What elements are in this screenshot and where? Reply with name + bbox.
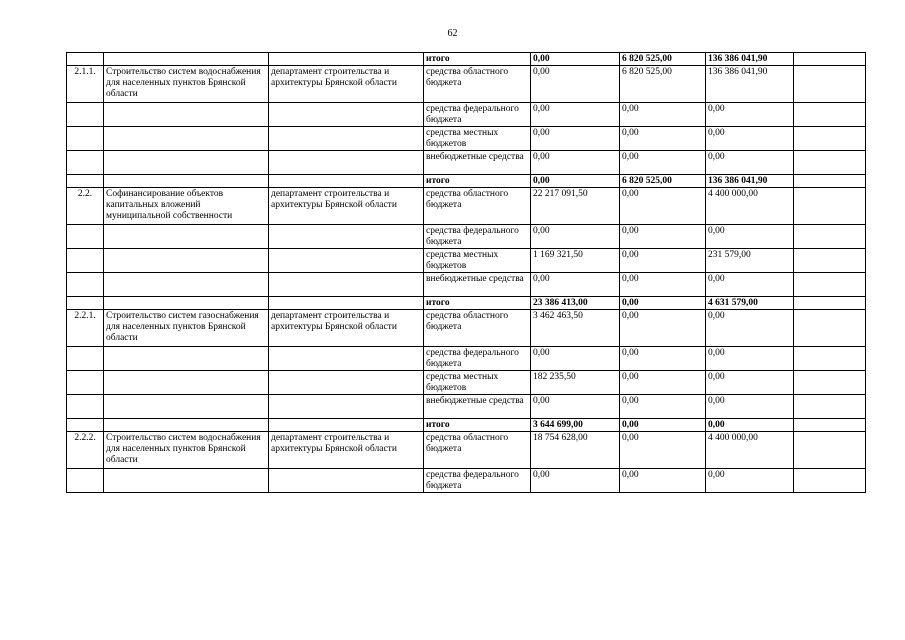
table-row — [67, 273, 866, 297]
amount-3-cell: 136 386 041,90 — [706, 66, 794, 103]
amount-3-cell: 0,00 — [706, 151, 794, 175]
total-row — [67, 53, 866, 66]
amount-1-cell: 18 754 628,00 — [531, 432, 620, 469]
row-number-cell — [67, 371, 104, 395]
funding-source-cell: итого — [424, 175, 531, 188]
amount-4-cell — [794, 151, 866, 175]
program-name-cell — [104, 371, 269, 395]
amount-1-cell: 182 235,50 — [531, 371, 620, 395]
row-number-cell — [67, 273, 104, 297]
department-cell: департамент строительства и архитектуры Брянской области — [269, 310, 424, 347]
table-row — [67, 151, 866, 175]
amount-2-cell: 0,00 — [620, 419, 706, 432]
funding-source-cell: итого — [424, 419, 531, 432]
department-cell — [269, 103, 424, 127]
amount-2-cell: 0,00 — [620, 310, 706, 347]
amount-4-cell — [794, 175, 866, 188]
department-cell — [269, 175, 424, 188]
amount-3-cell: 0,00 — [706, 273, 794, 297]
amount-4-cell — [794, 66, 866, 103]
amount-4-cell — [794, 127, 866, 151]
funding-source-cell: внебюджетные средства — [424, 273, 531, 297]
amount-1-cell: 0,00 — [531, 66, 620, 103]
amount-4-cell — [794, 297, 866, 310]
amount-4-cell — [794, 225, 866, 249]
program-name-cell — [104, 103, 269, 127]
amount-1-cell: 0,00 — [531, 127, 620, 151]
amount-3-cell: 4 400 000,00 — [706, 432, 794, 469]
program-name-cell: Строительство систем водоснабжения для населенных пунктов Брянской области — [104, 432, 269, 469]
row-number-cell — [67, 347, 104, 371]
program-name-cell — [104, 469, 269, 493]
amount-2-cell: 0,00 — [620, 249, 706, 273]
funding-source-cell: средства областного бюджета — [424, 310, 531, 347]
amount-2-cell: 0,00 — [620, 225, 706, 249]
funding-source-cell: внебюджетные средства — [424, 151, 531, 175]
amount-3-cell: 136 386 041,90 — [706, 175, 794, 188]
amount-3-cell: 4 631 579,00 — [706, 297, 794, 310]
table-row — [67, 310, 866, 347]
program-name-cell — [104, 419, 269, 432]
amount-1-cell: 22 217 091,50 — [531, 188, 620, 225]
amount-3-cell: 0,00 — [706, 419, 794, 432]
program-name-cell — [104, 297, 269, 310]
table-row — [67, 469, 866, 493]
amount-1-cell: 0,00 — [531, 53, 620, 66]
program-name-cell — [104, 175, 269, 188]
funding-source-cell: средства областного бюджета — [424, 188, 531, 225]
total-row — [67, 175, 866, 188]
row-number-cell — [67, 127, 104, 151]
funding-source-cell: средства областного бюджета — [424, 66, 531, 103]
department-cell — [269, 371, 424, 395]
table-row — [67, 188, 866, 225]
amount-4-cell — [794, 273, 866, 297]
amount-1-cell: 3 644 699,00 — [531, 419, 620, 432]
amount-1-cell: 0,00 — [531, 151, 620, 175]
department-cell — [269, 395, 424, 419]
row-number-cell — [67, 103, 104, 127]
amount-2-cell: 0,00 — [620, 432, 706, 469]
department-cell: департамент строительства и архитектуры Брянской области — [269, 188, 424, 225]
program-name-cell — [104, 273, 269, 297]
amount-3-cell: 0,00 — [706, 371, 794, 395]
row-number-cell — [67, 469, 104, 493]
total-row — [67, 419, 866, 432]
table-row — [67, 371, 866, 395]
department-cell — [269, 225, 424, 249]
funding-source-cell: средства местных бюджетов — [424, 249, 531, 273]
row-number-cell — [67, 175, 104, 188]
program-name-cell: Строительство систем водоснабжения для населенных пунктов Брянской области — [104, 66, 269, 103]
funding-source-cell: средства федерального бюджета — [424, 469, 531, 493]
amount-3-cell: 231 579,00 — [706, 249, 794, 273]
row-number-cell — [67, 419, 104, 432]
amount-4-cell — [794, 371, 866, 395]
amount-4-cell — [794, 469, 866, 493]
row-number-cell — [67, 297, 104, 310]
amount-4-cell — [794, 432, 866, 469]
amount-2-cell: 0,00 — [620, 469, 706, 493]
department-cell — [269, 273, 424, 297]
amount-1-cell: 0,00 — [531, 273, 620, 297]
amount-1-cell: 0,00 — [531, 347, 620, 371]
table-row — [67, 432, 866, 469]
amount-2-cell: 0,00 — [620, 151, 706, 175]
program-name-cell — [104, 53, 269, 66]
department-cell — [269, 297, 424, 310]
amount-3-cell: 0,00 — [706, 469, 794, 493]
amount-4-cell — [794, 310, 866, 347]
funding-source-cell: средства местных бюджетов — [424, 371, 531, 395]
amount-2-cell: 0,00 — [620, 395, 706, 419]
amount-4-cell — [794, 53, 866, 66]
amount-3-cell: 0,00 — [706, 127, 794, 151]
amount-4-cell — [794, 347, 866, 371]
program-name-cell — [104, 395, 269, 419]
program-name-cell — [104, 151, 269, 175]
amount-3-cell: 136 386 041,90 — [706, 53, 794, 66]
total-row — [67, 297, 866, 310]
amount-1-cell: 0,00 — [531, 469, 620, 493]
amount-2-cell: 0,00 — [620, 347, 706, 371]
amount-4-cell — [794, 188, 866, 225]
funding-source-cell: средства федерального бюджета — [424, 347, 531, 371]
program-name-cell — [104, 127, 269, 151]
funding-source-cell: средства федерального бюджета — [424, 225, 531, 249]
department-cell — [269, 469, 424, 493]
program-name-cell — [104, 225, 269, 249]
program-name-cell: Софинансирование объектов капитальных вложений муниципальной собственности — [104, 188, 269, 225]
amount-1-cell: 0,00 — [531, 175, 620, 188]
amount-4-cell — [794, 249, 866, 273]
amount-3-cell: 0,00 — [706, 310, 794, 347]
department-cell — [269, 249, 424, 273]
department-cell — [269, 151, 424, 175]
department-cell: департамент строительства и архитектуры Брянской области — [269, 432, 424, 469]
department-cell — [269, 347, 424, 371]
funding-source-cell: итого — [424, 53, 531, 66]
row-number-cell — [67, 151, 104, 175]
table-row — [67, 66, 866, 103]
department-cell: департамент строительства и архитектуры Брянской области — [269, 66, 424, 103]
program-name-cell — [104, 249, 269, 273]
amount-3-cell: 4 400 000,00 — [706, 188, 794, 225]
table-row — [67, 347, 866, 371]
table-row — [67, 395, 866, 419]
budget-table — [66, 52, 866, 493]
amount-2-cell: 6 820 525,00 — [620, 53, 706, 66]
amount-2-cell: 0,00 — [620, 188, 706, 225]
funding-source-cell: средства местных бюджетов — [424, 127, 531, 151]
funding-source-cell: итого — [424, 297, 531, 310]
amount-2-cell: 0,00 — [620, 297, 706, 310]
row-number-cell — [67, 225, 104, 249]
amount-4-cell — [794, 419, 866, 432]
table-row — [67, 249, 866, 273]
table-row — [67, 225, 866, 249]
amount-3-cell: 0,00 — [706, 225, 794, 249]
amount-1-cell: 0,00 — [531, 225, 620, 249]
row-number-cell: 2.1.1. — [67, 66, 104, 103]
amount-1-cell: 23 386 413,00 — [531, 297, 620, 310]
amount-4-cell — [794, 395, 866, 419]
amount-3-cell: 0,00 — [706, 103, 794, 127]
department-cell — [269, 53, 424, 66]
amount-4-cell — [794, 103, 866, 127]
department-cell — [269, 419, 424, 432]
row-number-cell — [67, 249, 104, 273]
page-number: 62 — [447, 28, 458, 39]
amount-2-cell: 0,00 — [620, 103, 706, 127]
amount-3-cell: 0,00 — [706, 395, 794, 419]
program-name-cell — [104, 347, 269, 371]
funding-source-cell: средства областного бюджета — [424, 432, 531, 469]
funding-source-cell: средства федерального бюджета — [424, 103, 531, 127]
table-row — [67, 103, 866, 127]
funding-source-cell: внебюджетные средства — [424, 395, 531, 419]
program-name-cell: Строительство систем газоснабжения для населенных пунктов Брянской области — [104, 310, 269, 347]
amount-3-cell: 0,00 — [706, 347, 794, 371]
amount-2-cell: 0,00 — [620, 127, 706, 151]
amount-2-cell: 0,00 — [620, 371, 706, 395]
amount-2-cell: 6 820 525,00 — [620, 66, 706, 103]
row-number-cell: 2.2. — [67, 188, 104, 225]
amount-2-cell: 0,00 — [620, 273, 706, 297]
row-number-cell: 2.2.2. — [67, 432, 104, 469]
row-number-cell — [67, 395, 104, 419]
amount-2-cell: 6 820 525,00 — [620, 175, 706, 188]
row-number-cell: 2.2.1. — [67, 310, 104, 347]
amount-1-cell: 0,00 — [531, 395, 620, 419]
amount-1-cell: 1 169 321,50 — [531, 249, 620, 273]
amount-1-cell: 0,00 — [531, 103, 620, 127]
row-number-cell — [67, 53, 104, 66]
table-row — [67, 127, 866, 151]
department-cell — [269, 127, 424, 151]
amount-1-cell: 3 462 463,50 — [531, 310, 620, 347]
